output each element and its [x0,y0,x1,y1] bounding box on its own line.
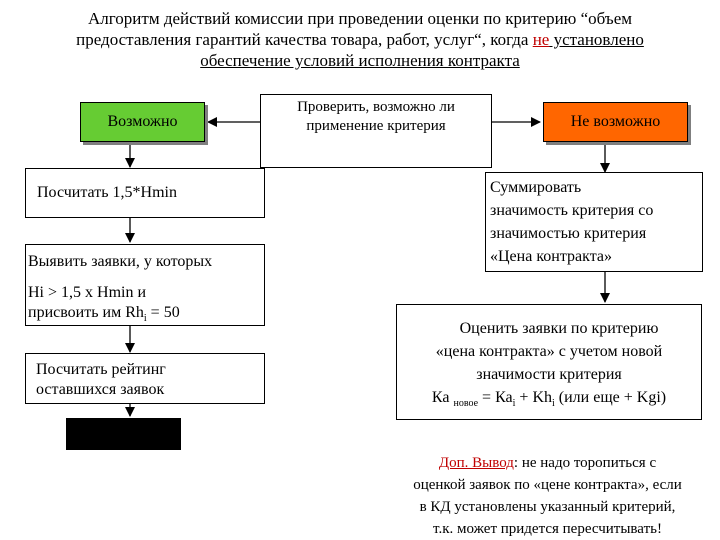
check-node [260,94,492,168]
conclusion-note: Доп. Вывод: не надо торопиться с оценкой заявок по «цене контракта», если в КД установлены указанный критерий, т.к. может придется пересчитывать! [413,455,682,537]
calc-node [25,168,265,218]
calc-label: Посчитать 1,5*Hmin [37,184,177,201]
possible-node [80,102,205,142]
rating-text: Посчитать рейтинг оставшихся заявок [36,361,166,398]
title-line-3: обеспечение условий исполнения контракта [200,51,520,70]
identify-text: Выявить заявки, у которых Hi > 1,5 x Hmin и присвоить им $Rh_i = 50$ [28,253,213,325]
identify-node [25,244,265,326]
check-text: Проверить, возможно ли применение критерия [297,99,455,134]
conclusion-label: Доп. Вывод [438,455,514,471]
title-negation: не [532,30,550,49]
rating-node [25,353,265,404]
sum-node [485,172,703,272]
sum-text: Суммировать значимость критерия со значимостью критерия «Цена контракта» [490,179,654,265]
result-block [66,418,181,450]
not-possible-label: Не возможно [570,113,661,130]
evaluate-text: Оценить заявки по критерию «цена контракта» с учетом новой значимости критерия Ка $_{новое} = Ка_i + Kh_i$ (или еще + Kgi) [431,320,667,410]
evaluate-node [396,304,702,420]
title-line-1: Алгоритм действий комиссии при проведении оценки по критерию “объем [87,9,633,28]
not-possible-node [543,102,688,142]
possible-label: Возможно [107,113,178,130]
title-line-2: предоставления гарантий качества товара, работ, услуг“, когда не установлено [76,30,644,49]
